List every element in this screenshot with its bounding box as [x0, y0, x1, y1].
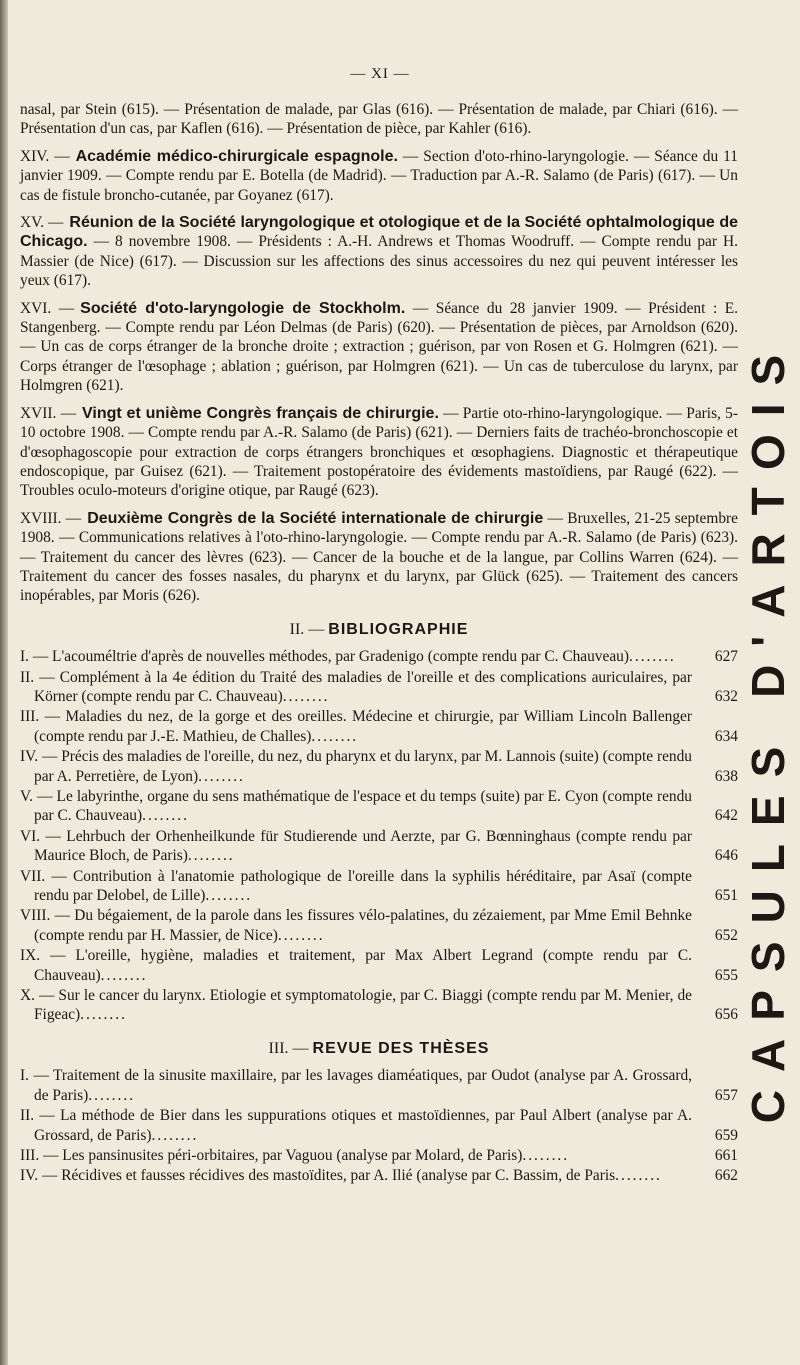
book-binding-edge [0, 0, 8, 1365]
entry-text [20, 1166, 692, 1185]
congress-paragraph [20, 404, 738, 501]
leader-dots: ........ [311, 727, 359, 745]
list-item [20, 707, 738, 746]
entry-page-number: 657 [714, 1086, 738, 1104]
entry-page-number: 651 [714, 887, 738, 905]
entry-title: VI. — Lehrbuch der Orhenheilkunde für Studierende und Aerzte, par G. Bœnninghaus (compte rendu par Maurice Bloch, de Paris) [20, 827, 692, 865]
side-stamp [742, 280, 794, 1180]
list-item [20, 1146, 738, 1165]
paragraph-title: Deuxième Congrès de la Société internationale de chirurgie [87, 509, 544, 527]
list-item [20, 1066, 738, 1105]
leader-dots: ........ [282, 687, 330, 705]
page-number: — XI — [350, 66, 410, 82]
list-item [20, 1106, 738, 1145]
paragraph-text: — Section d'oto-rhino-laryngologie. — Séance du 11 janvier 1909. — Compte rendu par E. Botella (de Madrid). — Traduction par A.-R. Salamo (de Paris) (617). — Un cas de fistule broncho-cutanée, par Goyanez (617). [20, 147, 738, 204]
leader-dots: ........ [615, 1167, 662, 1185]
bibliography-heading [20, 620, 738, 639]
entry-title: X. — Sur le cancer du larynx. Etiologie et symptomatologie, par C. Biaggi (compte rendu par M. Menier, de Figeac) [20, 987, 692, 1024]
entry-page-number: 656 [714, 1006, 738, 1024]
congress-paragraph [20, 100, 738, 139]
congress-paragraph [20, 299, 738, 396]
entry-page-number: 661 [714, 1146, 738, 1164]
entry-text [20, 787, 692, 826]
entry-page-number: 655 [714, 966, 738, 984]
entry-title: VIII. — Du bégaiement, de la parole dans les fissures vélo-palatines, du zézaiement, par Mme Emil Behnke (compte rendu par H. Massier, de Nice) [20, 907, 692, 944]
list-item [20, 827, 738, 866]
leader-dots: ........ [198, 767, 245, 785]
list-item [20, 906, 738, 945]
entry-title: IV. — Récidives et fausses récidives des mastoïdites, par A. Ilié (analyse par C. Bassim, de Paris [20, 1167, 616, 1185]
paragraph-number: XIV. — [20, 147, 70, 165]
list-item [20, 867, 738, 906]
entry-title: I. — L'acouméltrie d'après de nouvelles méthodes, par Gradenigo (compte rendu par C. Chauveau) [20, 648, 629, 666]
entry-text [20, 986, 692, 1025]
entry-title: IX. — L'oreille, hygiène, maladies et traitement, par Max Albert Legrand (compte rendu par C. Chauveau) [20, 947, 692, 984]
paragraph-title: Vingt et unième Congrès français de chirurgie. [81, 404, 439, 422]
paragraph-title: Société d'oto-laryngologie de Stockholm. [80, 299, 406, 317]
entry-title: IV. — Précis des maladies de l'oreille, du nez, du pharynx et du larynx, par M. Lannois (suite) (compte rendu par A. Perretière, de Lyon) [20, 748, 692, 785]
entry-page-number: 627 [714, 648, 738, 666]
paragraph-number: XV. — [20, 214, 64, 232]
bibliography-heading-text: BIBLIOGRAPHIE [328, 620, 469, 638]
entry-title: III. — Maladies du nez, de la gorge et des oreilles. Médecine et chirurgie, par William Lincoln Ballenger (compte rendu par J.-E. Mathieu, de Challes) [20, 708, 692, 745]
paragraph-text: — Bruxelles, 21-25 septembre 1908. — Communications relatives à l'oto-rhino-laryngologie. — Compte rendu par A.-R. Salamo (de Paris) (623). — Traitement du cancer des lèvres (623). — Cancer de la bouche et de la langue, par Collins Warren (624). — Traitement du cancer des fosses nasales, du pharynx et du larynx, par Glück (625). — Traitement des cancers inopérables, par Moris (626). [20, 509, 738, 605]
leader-dots: ........ [205, 887, 253, 905]
list-item [20, 668, 738, 707]
congress-paragraph [20, 147, 738, 205]
leader-dots: ........ [522, 1146, 570, 1164]
entry-page-number: 662 [714, 1167, 738, 1185]
list-item [20, 1166, 738, 1185]
paragraph-text: — 8 novembre 1908. — Présidents : A.-H. Andrews et Thomas Woodruff. — Compte rendu par H. Massier (de Nice) (617). — Discussion sur les affections des sinus accessoires du nez qui peuvent intéresser les yeux (617). [20, 233, 738, 290]
leader-dots: ........ [80, 1006, 127, 1024]
congress-paragraph [20, 509, 738, 606]
paragraph-text: nasal, par Stein (615). — Présentation de malade, par Glas (616). — Présentation de malade, par Chiari (616). — Présentation d'un cas, par Kaflen (616). — Présentation de pièce, par Kahler (616). [20, 101, 738, 138]
theses-heading-text: REVUE DES THÈSES [312, 1039, 490, 1057]
theses-list [20, 1066, 738, 1185]
paragraph-title: Académie médico-chirurgicale espagnole. [75, 147, 398, 165]
entry-title: VII. — Contribution à l'anatomie pathologique de l'oreille dans la syphilis héréditaire, par Asaï (compte rendu par Delobel, de Lille) [20, 867, 692, 905]
leader-dots: ........ [142, 807, 189, 825]
entry-title: II. — Complément à la 4e édition du Traité des maladies de l'oreille et des complications auriculaires, par Körner (compte rendu par C. Chauveau) [20, 668, 692, 705]
list-item [20, 986, 738, 1025]
entry-text [20, 1066, 692, 1105]
list-item [20, 787, 738, 826]
leader-dots: ........ [100, 966, 148, 984]
paragraph-number: XVIII. — [20, 509, 82, 527]
congress-paragraph [20, 213, 738, 291]
entry-text [20, 827, 692, 866]
entry-text [20, 906, 692, 945]
entry-title: II. — La méthode de Bier dans les suppurations otiques et mastoïdiennes, par Paul Albert (analyse par A. Grossard, de Paris) [20, 1107, 692, 1144]
entry-text [20, 647, 692, 666]
leader-dots: ........ [151, 1126, 199, 1144]
leader-dots: ........ [277, 926, 325, 944]
leader-dots: ........ [629, 648, 676, 666]
paragraph-number: XVI. — [20, 299, 75, 317]
entry-page-number: 634 [714, 727, 738, 745]
entry-page-number: 652 [714, 926, 738, 944]
theses-heading [20, 1039, 738, 1058]
entry-page-number: 632 [714, 687, 738, 705]
paragraph-title: Réunion de la Société laryngologique et otologique et de la Société ophtalmologique de Chicago. [20, 214, 738, 251]
list-item [20, 747, 738, 786]
entry-text [20, 1146, 692, 1165]
entry-text [20, 747, 692, 786]
list-item [20, 647, 738, 666]
leader-dots: ........ [88, 1086, 136, 1104]
entry-title: I. — Traitement de la sinusite maxillaire, par les lavages diaméatiques, par Oudot (analyse par A. Grossard, de Paris) [20, 1067, 692, 1104]
entry-text [20, 1106, 692, 1145]
paragraph-text: — Séance du 28 janvier 1909. — Président : E. Stangenberg. — Compte rendu par Léon Delmas (de Paris) (620). — Présentation de pièces, par Arnoldson (620). — Un cas de corps étranger de la bronche droite ; extraction ; guérison, par von Rosen et G. Holmgren (621). — Corps étranger de l'œsophage ; ablation ; guérison, par Holmgren (621). — Un cas de tuberculose du larynx, par Holmgren (621). [20, 299, 739, 395]
paragraph-number: XVII. — [20, 404, 76, 422]
congress-paragraphs [20, 100, 738, 606]
entry-page-number: 659 [714, 1126, 738, 1144]
theses-heading-num: III. — [268, 1039, 309, 1057]
bibliography-list [20, 647, 738, 1025]
page-content [20, 100, 738, 1187]
paragraph-text: — Partie oto-rhino-laryngologique. — Paris, 5-10 octobre 1908. — Compte rendu par A.-R. Salamo (de Paris) (621). — Derniers faits de trachéo-bronchoscopie et d'œsophagoscopie pour extraction de corps étrangers bronchiques et œsophagiens. Diagnostic et thérapeutique endoscopique, par Guisez (621). — Traitement postopératoire des évidements mastoïdiens, par Raugé (622). — Troubles oculo-moteurs d'origine otique, par Raugé (623). [20, 404, 738, 500]
entry-text [20, 707, 692, 746]
entry-title: III. — Les pansinusites péri-orbitaires, par Vaguou (analyse par Molard, de Paris) [20, 1146, 523, 1164]
entry-page-number: 642 [714, 807, 738, 825]
entry-text [20, 867, 692, 906]
leader-dots: ........ [187, 847, 235, 865]
entry-page-number: 638 [714, 767, 738, 785]
entry-page-number: 646 [714, 847, 738, 865]
entry-text [20, 946, 692, 985]
list-item [20, 946, 738, 985]
entry-text [20, 668, 692, 707]
bibliography-heading-num: II. — [289, 620, 325, 638]
entry-title: V. — Le labyrinthe, organe du sens mathématique de l'espace et du temps (suite) par E. Cyon (compte rendu par C. Chauveau) [20, 788, 692, 825]
side-stamp-text: CAPSULES D'ARTOIS [742, 336, 794, 1124]
